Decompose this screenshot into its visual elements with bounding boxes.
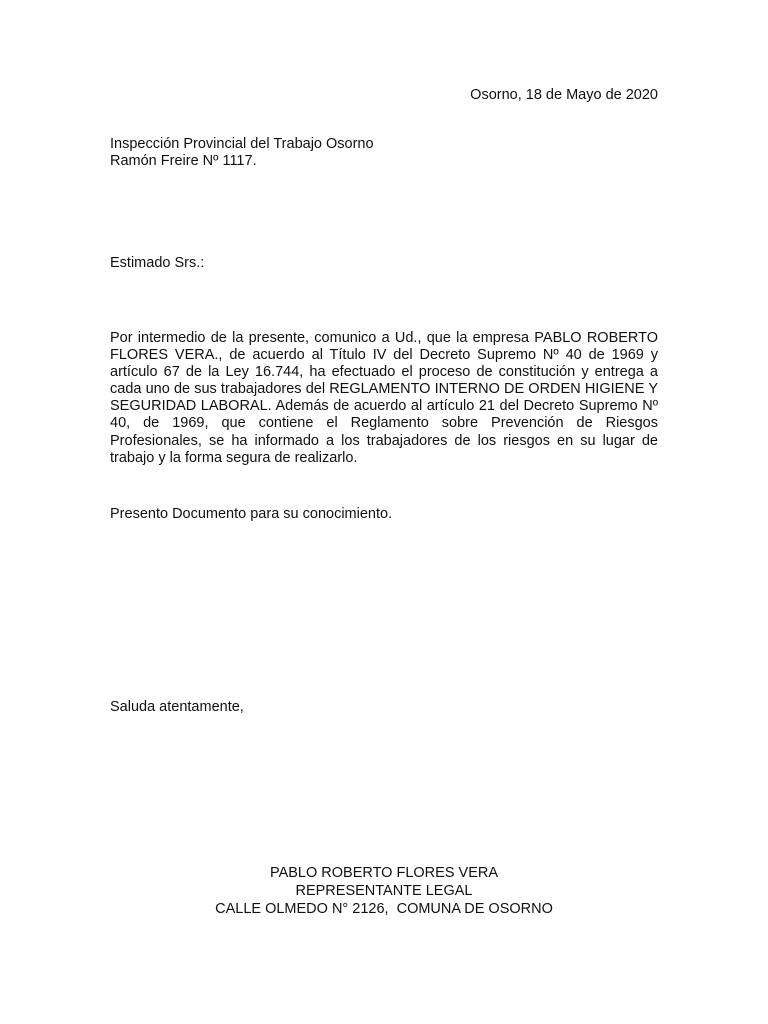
date-line: Osorno, 18 de Mayo de 2020 <box>470 87 658 103</box>
addressee-address: Ramón Freire Nº 1117. <box>110 153 257 169</box>
body-paragraph: Por intermedio de la presente, comunico a Ud., que la empresa PABLO ROBERTO FLORES VERA., de acuerdo al Título IV del Decreto Supremo Nº 40 de 1969 y artículo 67 de la Ley 16.744, ha efectuado el proceso de constitución y entrega a cada uno de sus trabajadores del REGLAMENTO INTERNO DE ORDEN HIGIENE Y SEGURIDAD LABORAL. Además de acuerdo al artículo 21 del Decreto Supremo Nº 40, de 1969, que contiene el Reglamento sobre Prevención de Riesgos Profesionales, se ha informado a los trabajadores de los riesgos en su lugar de trabajo y la forma segura de realizarlo. <box>110 330 658 466</box>
presento-line: Presento Documento para su conocimiento. <box>110 506 393 522</box>
closing-line: Saluda atentamente, <box>110 699 244 715</box>
signature-name: PABLO ROBERTO FLORES VERA <box>269 865 499 881</box>
signature-title: REPRESENTANTE LEGAL <box>295 883 473 899</box>
signature-address: CALLE OLMEDO N° 2126, COMUNA DE OSORNO <box>215 901 553 917</box>
addressee-name: Inspección Provincial del Trabajo Osorno <box>110 136 374 152</box>
greeting: Estimado Srs.: <box>110 255 205 271</box>
signature-block <box>150 864 618 918</box>
addressee-block <box>110 136 374 170</box>
